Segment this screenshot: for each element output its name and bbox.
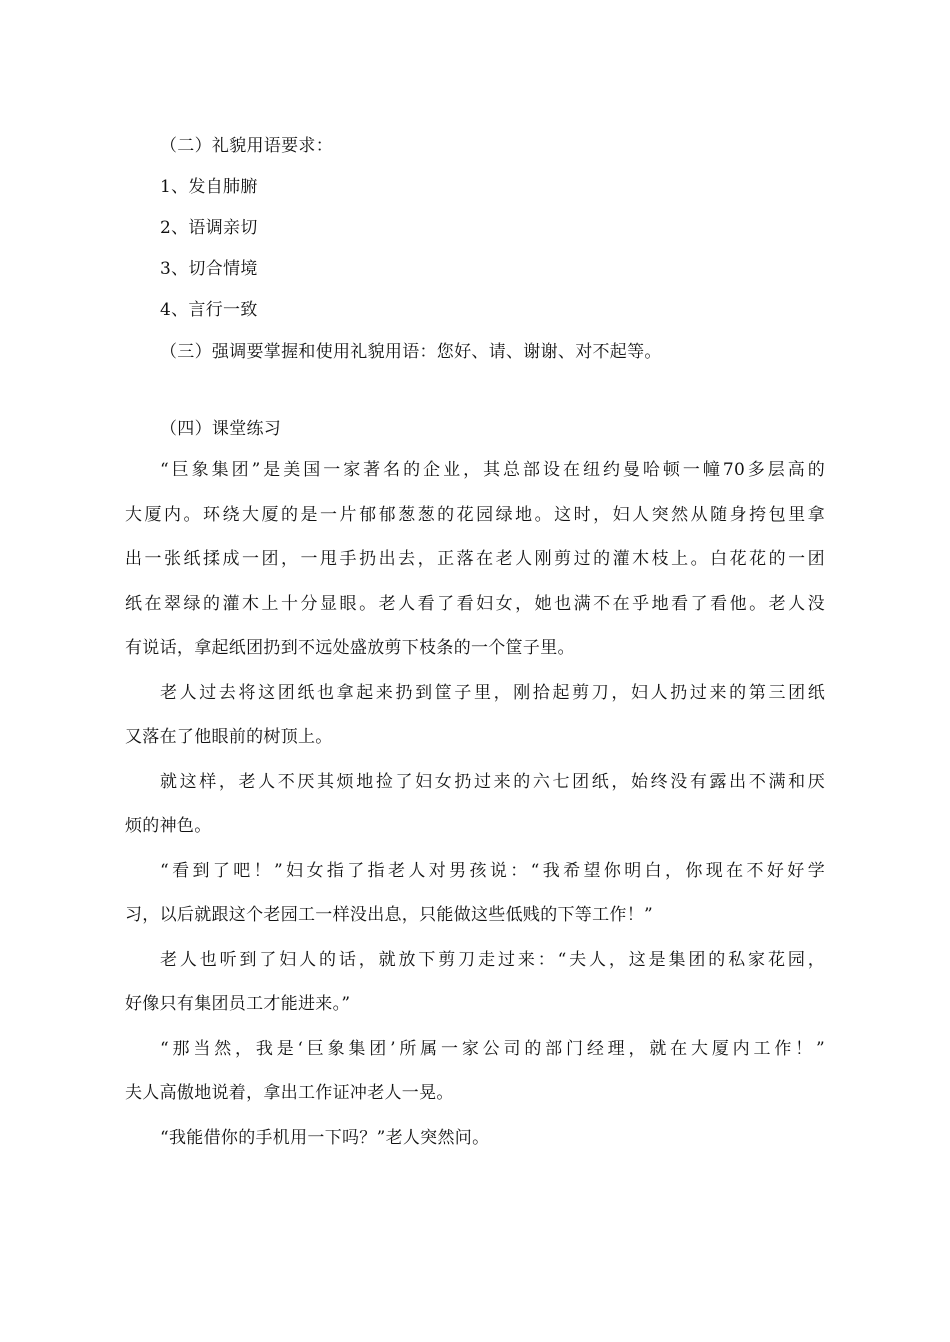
paragraph-line: 纸在翠绿的灌木上十分显眼。老人看了看妇女，她也满不在乎地看了看他。老人没 [125,594,825,614]
paragraph-line: “我能借你的手机用一下吗？”老人突然问。 [160,1128,490,1148]
paragraph-line: 烦的神色。 [125,816,212,836]
section-heading-2: （二）礼貌用语要求： [160,136,333,156]
paragraph-line: 大厦内。环绕大厦的是一片郁郁葱葱的花园绿地。这时，妇人突然从随身挎包里拿 [125,505,825,525]
paragraph-line: “巨象集团”是美国一家著名的企业，其总部设在纽约曼哈顿一幢70多层高的 [160,460,825,480]
paragraph-line: “看到了吧！”妇女指了指老人对男孩说：“我希望你明白，你现在不好好学 [160,861,825,881]
paragraph-line: 好像只有集团员工才能进来。” [125,994,351,1014]
paragraph-line: 老人也听到了妇人的话，就放下剪刀走过来：“夫人，这是集团的私家花园， [160,950,825,970]
paragraph-line: 习，以后就跟这个老园工一样没出息，只能做这些低贱的下等工作！” [125,905,653,925]
paragraph-line: 又落在了他眼前的树顶上。 [125,727,333,747]
section-text-3: （三）强调要掌握和使用礼貌用语：您好、请、谢谢、对不起等。 [160,342,662,362]
paragraph-line: 有说话，拿起纸团扔到不远处盛放剪下枝条的一个筐子里。 [125,638,575,658]
paragraph-line: 就这样，老人不厌其烦地捡了妇女扔过来的六七团纸，始终没有露出不满和厌 [160,772,825,792]
paragraph-line: “那当然，我是‘巨象集团’所属一家公司的部门经理，就在大厦内工作！” [160,1039,825,1059]
paragraph-line: 夫人高傲地说着，拿出工作证冲老人一晃。 [125,1083,454,1103]
list-item: 4、言行一致 [160,300,258,320]
list-item: 1、发自肺腑 [160,177,258,197]
list-item: 2、语调亲切 [160,218,258,238]
paragraph-line: 老人过去将这团纸也拿起来扔到筐子里，刚拾起剪刀，妇人扔过来的第三团纸 [160,683,825,703]
paragraph-line: 出一张纸揉成一团，一甩手扔出去，正落在老人刚剪过的灌木枝上。白花花的一团 [125,549,825,569]
section-heading-4: （四）课堂练习 [160,419,282,439]
list-item: 3、切合情境 [160,259,258,279]
